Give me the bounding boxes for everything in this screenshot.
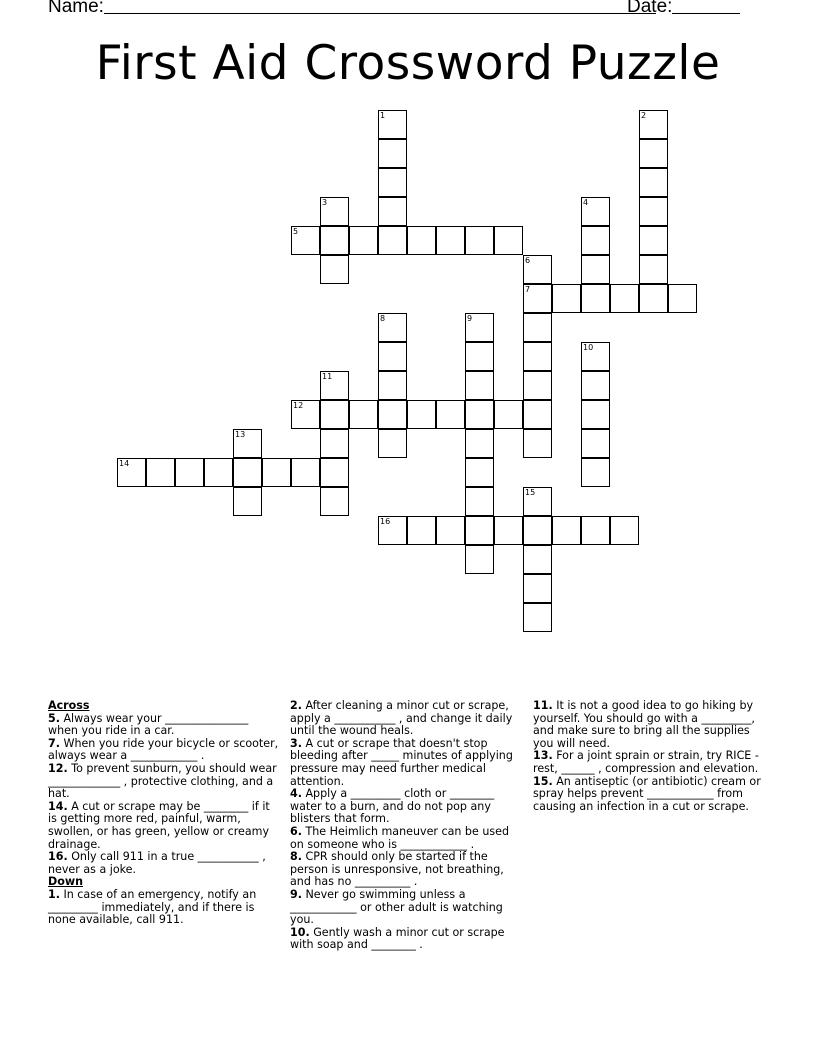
name-label: Name:: [48, 0, 104, 17]
crossword-cell[interactable]: [581, 226, 610, 255]
crossword-cell[interactable]: [262, 458, 291, 487]
crossword-cell[interactable]: [407, 400, 436, 429]
crossword-cell[interactable]: [523, 429, 552, 458]
clue-text: Only call 911 in a true ___________ , never as a joke.: [48, 850, 266, 876]
crossword-cell[interactable]: [639, 284, 668, 313]
clue-across-14: [48, 801, 280, 851]
clue-number: 2.: [290, 699, 302, 712]
crossword-cell[interactable]: [320, 371, 349, 400]
crossword-cell[interactable]: [610, 516, 639, 545]
clue-across-5: [48, 713, 280, 738]
crossword-cell[interactable]: [204, 458, 233, 487]
crossword-cell[interactable]: [378, 313, 407, 342]
clue-text: Apply a _________ cloth or ________ water to a burn, and do not pop any blisters that form.: [290, 787, 495, 826]
crossword-cell[interactable]: [639, 197, 668, 226]
crossword-cell[interactable]: [523, 342, 552, 371]
across-heading: Across: [48, 699, 90, 712]
clue-number-label: 7: [525, 285, 531, 294]
clue-number-label: 9: [467, 314, 473, 323]
clue-number: 6.: [290, 824, 302, 838]
clue-text: The Heimlich maneuver can be used on someone who is ____________ .: [290, 824, 510, 851]
crossword-cell[interactable]: [378, 139, 407, 168]
clue-text: A cut or scrape that doesn't stop bleeding after _____ minutes of applying pressure may need further medical attention.: [290, 736, 513, 788]
crossword-cell[interactable]: [639, 168, 668, 197]
clue-number: 16.: [48, 850, 68, 864]
crossword-cell[interactable]: [581, 342, 610, 371]
crossword-cell[interactable]: [581, 516, 610, 545]
clue-number-label: 2: [641, 111, 647, 120]
clue-number-label: 5: [293, 227, 299, 236]
crossword-cell[interactable]: [378, 371, 407, 400]
crossword-cell[interactable]: [349, 400, 378, 429]
clue-down-11: [533, 700, 763, 750]
clue-text: To prevent sunburn, you should wear _____________ , protective clothing, and a hat.: [48, 761, 277, 801]
clue-text: Never go swimming unless a ____________ or other adult is watching you.: [290, 887, 503, 927]
clue-number-label: 8: [380, 314, 386, 323]
crossword-cell[interactable]: [436, 400, 465, 429]
crossword-cell[interactable]: [320, 458, 349, 487]
crossword-cell[interactable]: [581, 371, 610, 400]
crossword-cell[interactable]: [320, 255, 349, 284]
clue-number-label: 15: [525, 488, 536, 497]
crossword-cell[interactable]: [378, 168, 407, 197]
crossword-cell[interactable]: [291, 400, 320, 429]
crossword-cell[interactable]: [378, 400, 407, 429]
crossword-cell[interactable]: [523, 255, 552, 284]
clue-down-9: [290, 889, 522, 927]
clue-number: 3.: [290, 736, 302, 750]
crossword-cell[interactable]: [378, 429, 407, 458]
crossword-cell[interactable]: [465, 371, 494, 400]
crossword-cell[interactable]: [320, 197, 349, 226]
crossword-cell[interactable]: [610, 284, 639, 313]
crossword-cell[interactable]: [523, 284, 552, 313]
crossword-cell[interactable]: [436, 226, 465, 255]
clue-number: 11.: [533, 699, 553, 712]
crossword-cell[interactable]: [581, 284, 610, 313]
clue-down-10: [290, 927, 522, 952]
crossword-cell[interactable]: [581, 255, 610, 284]
clue-number-label: 11: [322, 372, 333, 381]
crossword-cell[interactable]: [523, 313, 552, 342]
clue-down-8: [290, 851, 522, 889]
crossword-cell[interactable]: [233, 487, 262, 516]
clue-number: 12.: [48, 761, 68, 775]
crossword-cell[interactable]: [378, 110, 407, 139]
crossword-cell[interactable]: [291, 458, 320, 487]
clue-number-label: 12: [293, 401, 304, 410]
crossword-cell[interactable]: [465, 458, 494, 487]
clue-number-label: 16: [380, 517, 391, 526]
crossword-cell[interactable]: [378, 197, 407, 226]
clue-text: An antiseptic (or antibiotic) cream or spray helps prevent ____________ from causing an infection in a cut or scrape.: [533, 774, 761, 813]
crossword-cell[interactable]: [465, 313, 494, 342]
clue-number-label: 3: [322, 198, 328, 207]
crossword-cell[interactable]: [523, 545, 552, 574]
clues-column-1: [48, 700, 280, 927]
clue-text: In case of an emergency, notify an _________ immediately, and if there is none available, call 911.: [48, 887, 257, 927]
crossword-cell[interactable]: [349, 226, 378, 255]
crossword-cell[interactable]: [291, 226, 320, 255]
clue-number: 1.: [48, 887, 60, 901]
crossword-cell[interactable]: [523, 603, 552, 632]
clue-number-label: 1: [380, 111, 386, 120]
crossword-cell[interactable]: [465, 429, 494, 458]
crossword-cell[interactable]: [465, 487, 494, 516]
clue-down-3: [290, 738, 522, 788]
crossword-cell[interactable]: [465, 342, 494, 371]
down-heading: Down: [48, 875, 83, 889]
clue-text: A cut or scrape may be ________ if it is getting more red, painful, warm, swollen, or has green, yellow or creamy drainage.: [48, 799, 270, 851]
crossword-cell[interactable]: [175, 458, 204, 487]
crossword-cell[interactable]: [639, 139, 668, 168]
crossword-cell[interactable]: [581, 197, 610, 226]
crossword-cell[interactable]: [552, 284, 581, 313]
clue-number-label: 6: [525, 256, 531, 265]
crossword-cell[interactable]: [494, 400, 523, 429]
clue-number: 10.: [290, 925, 310, 939]
crossword-cell[interactable]: [523, 400, 552, 429]
date-label: Date:: [627, 0, 673, 17]
crossword-cell[interactable]: [436, 516, 465, 545]
clue-number: 7.: [48, 736, 60, 750]
clue-number: 14.: [48, 799, 68, 813]
clue-number: 8.: [290, 850, 302, 864]
clue-down-4: [290, 788, 522, 826]
crossword-cell[interactable]: [378, 342, 407, 371]
clue-number-label: 14: [119, 459, 130, 468]
clue-down-6: [290, 826, 522, 851]
crossword-cell[interactable]: [407, 516, 436, 545]
clue-number: 15.: [533, 774, 553, 788]
crossword-cell[interactable]: [523, 487, 552, 516]
crossword-cell[interactable]: [581, 400, 610, 429]
clue-across-12: [48, 763, 280, 801]
crossword-cell[interactable]: [523, 371, 552, 400]
crossword-cell[interactable]: [233, 429, 262, 458]
clue-number-label: 10: [583, 343, 594, 352]
crossword-cell[interactable]: [639, 226, 668, 255]
crossword-cell[interactable]: [465, 516, 494, 545]
clue-down-15: [533, 776, 763, 814]
clue-number: 5.: [48, 711, 60, 725]
crossword-cell[interactable]: [523, 574, 552, 603]
crossword-cell[interactable]: [581, 429, 610, 458]
clues-column-2: [290, 700, 522, 952]
clue-text: CPR should only be started if the person is unresponsive, not breathing, and has no __________ .: [290, 850, 504, 889]
clue-number: 13.: [533, 749, 553, 763]
crossword-cell[interactable]: [494, 516, 523, 545]
crossword-cell[interactable]: [494, 226, 523, 255]
clue-across-7: [48, 738, 280, 763]
clue-down-2: [290, 700, 522, 738]
clue-number: 4.: [290, 787, 302, 801]
crossword-cell[interactable]: [668, 284, 697, 313]
crossword-cell[interactable]: [523, 516, 552, 545]
clue-across-16: [48, 851, 280, 876]
clue-text: Always wear your _______________ when you ride in a car.: [48, 711, 249, 738]
crossword-cell[interactable]: [146, 458, 175, 487]
clue-text: When you ride your bicycle or scooter, always wear a ____________ .: [48, 736, 279, 763]
crossword-cell[interactable]: [465, 226, 494, 255]
clue-number-label: 13: [235, 430, 246, 439]
clue-text: For a joint sprain or strain, try RICE - rest, ______ , compression and elevation.: [533, 749, 759, 775]
clue-text: It is not a good idea to go hiking by yourself. You should go with a _________, and make sure to bring all the supplies you will need.: [533, 699, 755, 750]
crossword-cell[interactable]: [552, 516, 581, 545]
crossword-cell[interactable]: [117, 458, 146, 487]
clues-column-3: [533, 700, 763, 813]
crossword-cell[interactable]: [378, 226, 407, 255]
clue-number-label: 4: [583, 198, 589, 207]
crossword-cell[interactable]: [465, 400, 494, 429]
crossword-cell[interactable]: [233, 458, 262, 487]
crossword-cell[interactable]: [639, 110, 668, 139]
crossword-cell[interactable]: [320, 487, 349, 516]
clue-text: After cleaning a minor cut or scrape, apply a ___________ , and change it daily until the wound heals.: [290, 699, 513, 738]
clue-down-13: [533, 750, 763, 775]
clue-down-1: [48, 889, 280, 927]
crossword-cell[interactable]: [320, 429, 349, 458]
page-title: First Aid Crossword Puzzle: [95, 36, 721, 91]
crossword-cell[interactable]: [378, 516, 407, 545]
clue-text: Gently wash a minor cut or scrape with soap and ________ .: [290, 925, 505, 952]
crossword-cell[interactable]: [581, 458, 610, 487]
crossword-cell[interactable]: [639, 255, 668, 284]
crossword-cell[interactable]: [407, 226, 436, 255]
crossword-cell[interactable]: [465, 545, 494, 574]
clue-number: 9.: [290, 887, 302, 901]
crossword-cell[interactable]: [320, 400, 349, 429]
crossword-cell[interactable]: [320, 226, 349, 255]
